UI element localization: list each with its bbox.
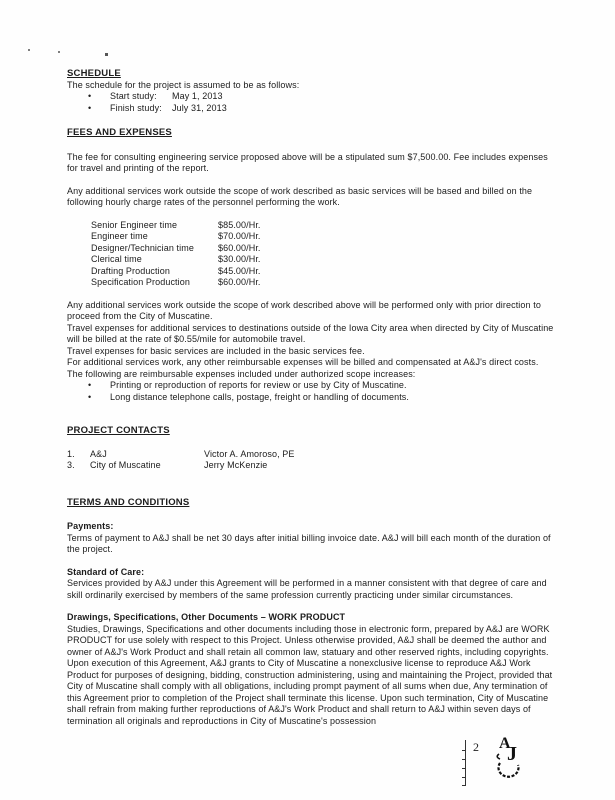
standard-of-care-subheading: Standard of Care:	[67, 566, 145, 577]
page-number: 2	[473, 740, 479, 754]
expense-term-line: Travel expenses for basic services are included in the basic services fee.	[67, 345, 365, 356]
bullet-icon	[88, 103, 110, 115]
rate-row	[91, 243, 557, 255]
rate-label: Designer/Technician time	[91, 242, 194, 253]
logo-letter-j: J	[507, 743, 517, 765]
contact-organization: City of Muscatine	[90, 460, 161, 470]
standard-of-care-paragraph: Services provided by A&J under this Agreement will be performed in a manner consistent with that degree of care and skill ordinarily exercised by members of the same profession currently practicing under similar circumstances.	[67, 578, 547, 600]
rate-value: $60.00/Hr.	[218, 242, 261, 253]
schedule-item-value: May 1, 2013	[172, 91, 223, 101]
scan-artifact-dot	[105, 53, 108, 56]
contact-person: Jerry McKenzie	[204, 460, 268, 470]
rate-label: Senior Engineer time	[91, 219, 178, 230]
scan-artifact-dot	[28, 49, 30, 51]
rate-label: Engineer time	[91, 231, 148, 241]
contact-organization: A&J	[90, 448, 107, 459]
rate-row	[91, 277, 557, 289]
payments-paragraph: Terms of payment to A&J shall be net 30 days after initial billing invoice date. A&J will bill each month of the duration of the project.	[67, 532, 551, 554]
rate-label: Drafting Production	[91, 265, 170, 276]
reimbursable-item	[67, 380, 557, 392]
expense-terms-block	[67, 300, 557, 381]
binding-tick-mark	[465, 740, 466, 786]
terms-heading: TERMS AND CONDITIONS	[67, 496, 190, 508]
contacts-list	[67, 449, 557, 472]
rate-value: $85.00/Hr.	[218, 219, 261, 230]
schedule-item-value: July 31, 2013	[172, 102, 227, 113]
reimbursable-item-text: Long distance telephone calls, postage, freight or handling of documents.	[110, 391, 409, 402]
rate-row	[91, 220, 557, 232]
work-product-paragraph: Studies, Drawings, Specifications and other documents including those in electronic form, prepared by A&J are WORK PRODUCT for use solely with respect to this Project. Unless otherwise provided, A&J shall be deemed the author and owner of A&J's Work Product and shall retain all common law, statuary and other reserved rights, including copyrights.	[67, 623, 550, 657]
page-footer	[447, 732, 567, 792]
work-product-subheading: Drawings, Specifications, Other Documents – WORK PRODUCT	[67, 612, 346, 622]
rate-row	[91, 254, 557, 266]
reimbursable-item	[67, 392, 557, 404]
schedule-heading: SCHEDULE	[67, 68, 121, 79]
reimbursable-item-text: Printing or reproduction of reports for review or use by City of Muscatine.	[110, 380, 407, 390]
expense-term-line: Travel expenses for additional services to destinations outside of the Iowa City area when directed by City of Muscatine will be billed at the rate of $0.55/mile for automobile travel.	[67, 322, 554, 344]
document-body	[67, 68, 557, 727]
schedule-item	[67, 91, 557, 103]
bullet-icon	[88, 392, 110, 404]
logo-letter-a: A	[499, 735, 511, 752]
contact-number: 1.	[67, 448, 75, 459]
schedule-item-label: Start study:	[110, 91, 157, 101]
expense-term-line: Any additional services work outside the scope of work described above will be performed only with prior direction to proceed from the City of Muscatine.	[67, 299, 541, 321]
rate-value: $45.00/Hr.	[218, 265, 261, 276]
expense-term-line: For additional services work, any other reimbursable expenses will be billed and compensated at A&J's direct costs.	[67, 357, 539, 367]
rate-value: $60.00/Hr.	[218, 277, 261, 287]
rate-row	[91, 231, 557, 243]
bullet-icon	[88, 91, 110, 103]
work-product-paragraph: Upon execution of this Agreement, A&J grants to City of Muscatine a nonexclusive license to reproduce A&J Work Product for purposes of designing, bidding, construction administering, using and maintaining the Project, provided that City of Muscatine shall comply with all obligations, including prompt payment of all sums when due, Any termination of this Agreement prior to completion of the Project shall terminate this license. Upon such termination, City of Muscatine shall refrain from making further reproductions of A&J's Work Product and shall return to A&J within seven days of termination all originals and reproductions in City of Muscatine's possession	[67, 658, 553, 726]
fees-heading: FEES AND EXPENSES	[67, 127, 172, 138]
rate-label: Specification Production	[91, 277, 190, 287]
scan-artifact-dot	[58, 51, 60, 53]
contact-row	[67, 449, 557, 461]
contact-number: 3.	[67, 460, 75, 470]
rate-label: Clerical time	[91, 254, 142, 264]
rate-value: $70.00/Hr.	[218, 231, 261, 241]
schedule-item	[67, 103, 557, 115]
rate-row	[91, 266, 557, 278]
schedule-item-label: Finish study:	[110, 102, 162, 113]
hourly-rates-table	[91, 220, 557, 289]
rate-value: $30.00/Hr.	[218, 254, 261, 264]
contact-person: Victor A. Amoroso, PE	[204, 448, 295, 459]
aj-firm-logo-icon	[493, 732, 535, 793]
payments-subheading: Payments:	[67, 521, 114, 531]
fee-paragraph: The fee for consulting engineering service proposed above will be a stipulated sum $7,500.00. Fee includes expenses for travel and printing of the report.	[67, 151, 548, 173]
contact-row	[67, 460, 557, 472]
additional-services-paragraph: Any additional services work outside the scope of work described as basic services will be based and billed on the following hourly charge rates of the personnel performing the work.	[67, 185, 533, 207]
contacts-heading: PROJECT CONTACTS	[67, 425, 170, 436]
bullet-icon	[88, 380, 110, 392]
expense-term-line: The following are reimbursable expenses included under authorized scope increases:	[67, 368, 416, 379]
schedule-intro: The schedule for the project is assumed to be as follows:	[67, 79, 300, 90]
